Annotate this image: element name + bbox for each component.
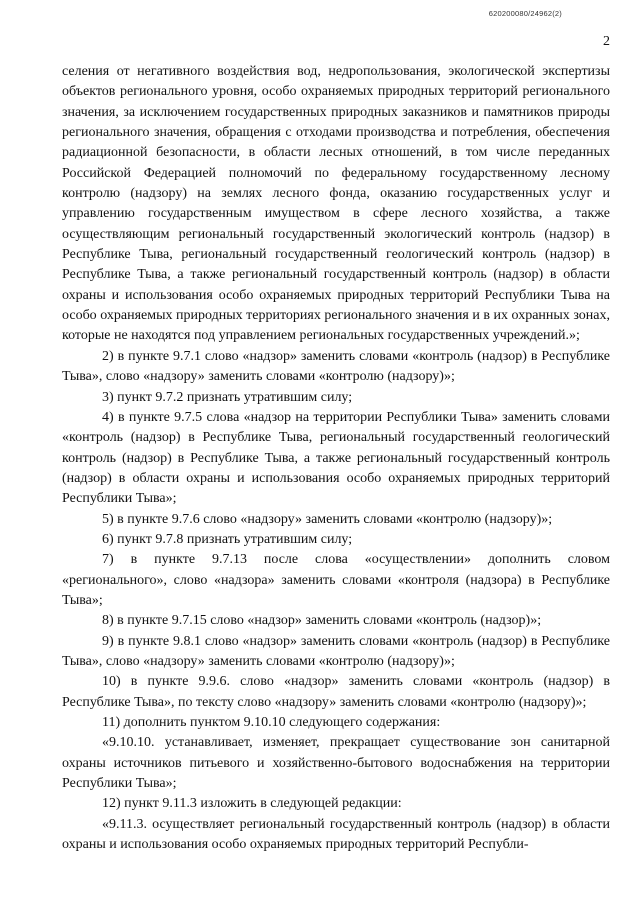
paragraph-continuation: селения от негативного воздействия вод, недропользования, экологической экспертизы объектов регионального уровня, особо охраняемых природных территорий регионального значения, за исключением государственных природных заказников и памятников природы регионального значения, обращения с отходами производства и потребления, обеспечения радиационной безопасности, в области лесных отношений, в том числе переданных Российской Федерацией полномочий по федеральному государственному лесному контролю (надзору) на землях лесного фонда, оказанию государственных услуг и управлению государственным имуществом в сфере лесного хозяйства, а также осуществляющим региональный государственный экологический контроль (надзор) в Республике Тыва, региональный государственный геологический контроль (надзор) в Республике Тыва, а также региональный государственный контроль (надзор) в области охраны и использования особо охраняемых природных территорий Республики Тыва на особо охраняемых природных территориях регионального значения и в их охранных зонах, которые не находятся под управлением региональных государственных учреждений.»; xyxy=(62,64,610,344)
paragraph-item-5: 5) в пункте 9.7.6 слово «надзору» заменить словами «контролю (надзору)»; xyxy=(102,511,553,527)
paragraph-item-4: 4) в пункте 9.7.5 слова «надзор на территории Республики Тыва» заменить словами «контроль (надзор) в Республике Тыва, региональный государственный геологический контроль (надзор) в Республике Тыва, а также региональный государственный контроль (надзор) в области охраны и использования особо охраняемых природных территорий Республики Тыва»; xyxy=(62,409,610,507)
paragraph-item-6: 6) пункт 9.7.8 признать утратившим силу; xyxy=(102,531,353,547)
document-body xyxy=(62,62,610,855)
paragraph-item-9: 9) в пункте 9.8.1 слово «надзор» заменить словами «контроль (надзор) в Республике Тыва», слово «надзору» заменить словами «контролю (надзору)»; xyxy=(62,633,610,669)
paragraph-item-12: 12) пункт 9.11.3 изложить в следующей редакции: xyxy=(102,796,402,812)
paragraph-item-3: 3) пункт 9.7.2 признать утратившим силу; xyxy=(102,389,353,405)
paragraph-item-11: 11) дополнить пунктом 9.10.10 следующего содержания: xyxy=(102,715,441,730)
paragraph-item-10: 10) в пункте 9.9.6. слово «надзор» заменить словами «контроль (надзор) в Республике Тыва», по тексту слово «надзору» заменить словами «контролю (надзору)»; xyxy=(62,674,610,710)
paragraph-quote-9-10-10: «9.10.10. устанавливает, изменяет, прекращает существование зон санитарной охраны источников питьевого и хозяйственно-бытового водоснабжения на территории Республики Тыва»; xyxy=(62,735,610,792)
paragraph-quote-9-11-3: «9.11.3. осуществляет региональный государственный контроль (надзор) в области охраны и использования особо охраняемых природных территорий Республи- xyxy=(62,816,610,853)
document-code: 620200080/24962(2) xyxy=(488,9,562,18)
paragraph-item-2: 2) в пункте 9.7.1 слово «надзор» заменить словами «контроль (надзор) в Республике Тыва», слово «надзору» заменить словами «контролю (надзору)»; xyxy=(62,348,610,385)
paragraph-item-7: 7) в пункте 9.7.13 после слова «осуществлении» дополнить словом «регионального», слово «надзора» заменить словами «контроля (надзора) в Республике Тыва»; xyxy=(62,552,610,608)
page-number: 2 xyxy=(603,34,610,49)
paragraph-item-8: 8) в пункте 9.7.15 слово «надзор» заменить словами «контроль (надзор)»; xyxy=(102,613,542,629)
